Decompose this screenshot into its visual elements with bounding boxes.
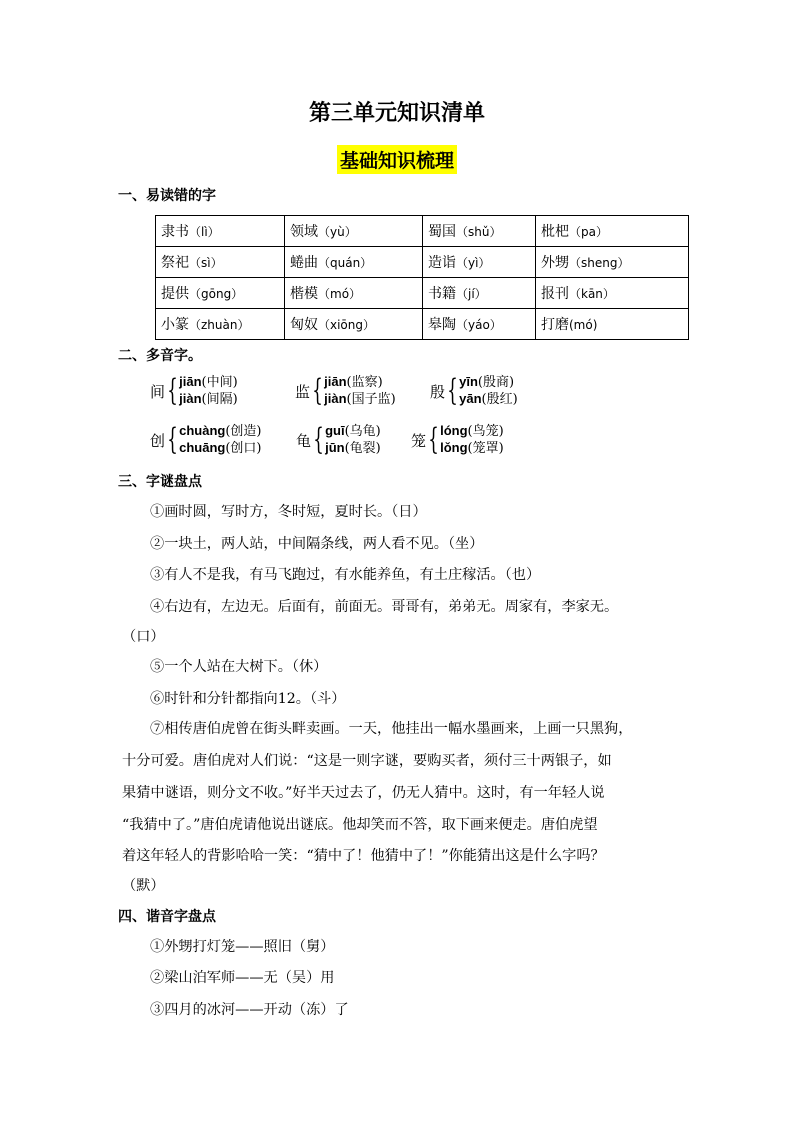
brace-icon: { (167, 422, 178, 457)
polyphone-char: 间 (150, 382, 166, 401)
misread-chars-table (155, 215, 689, 340)
polyphone-char: 龟 (296, 431, 312, 450)
polyphone-char: 创 (150, 431, 166, 450)
riddle-line: 着这年轻人的背影哈哈一笑：“猜中了！他猜中了！”你能猜出这是什么字吗？ (122, 848, 605, 864)
polyphone-char: 监 (295, 382, 311, 401)
brace-icon: { (313, 422, 324, 457)
table-cell: 楷模（mó） (285, 278, 423, 309)
riddle-line: 十分可爱。唐伯虎对人们说：“这是一则字谜，要购买者，须付三十两银子，如 (122, 753, 612, 769)
section-heading-homophones: 四、谐音字盘点 (118, 909, 216, 925)
homophone-line: ③四月的冰河——开动（冻）了 (150, 1002, 349, 1018)
table-cell: 书籍（jí） (423, 278, 536, 309)
section-heading-riddles: 三、字谜盘点 (118, 474, 202, 490)
table-cell: 领域（yù） (285, 216, 423, 247)
table-row (156, 247, 689, 278)
table-cell: 小篆（zhuàn） (156, 309, 285, 340)
polyphone-group: 监 { jiān(监察) jiàn(国子监) (295, 373, 396, 408)
table-cell: 报刊（kān） (536, 278, 689, 309)
brace-icon: { (312, 373, 323, 408)
polyphone-group: 间 { jiān(中间) jiàn(间隔) (150, 373, 238, 408)
subtitle-wrapper (0, 145, 794, 174)
table-cell: 造诣（yì） (423, 247, 536, 278)
riddle-line: ⑤一个人站在大树下。（休） (150, 659, 328, 675)
riddle-line: “我猜中了。”唐伯虎请他说出谜底。他却笑而不答，取下画来便走。唐伯虎望 (122, 817, 598, 833)
table-cell: 提供（gōng） (156, 278, 285, 309)
table-cell: 蜀国（shǔ） (423, 216, 536, 247)
table-cell: 蜷曲（quán） (285, 247, 423, 278)
table-row (156, 216, 689, 247)
polyphone-char: 殷 (430, 382, 446, 401)
homophone-line: ②梁山泊军师——无（吴）用 (150, 970, 335, 986)
polyphone-group: 创 { chuàng(创造) chuāng(创口) (150, 422, 262, 457)
riddle-line: ③有人不是我，有马飞跑过，有水能养鱼，有土庄稼活。（也） (150, 567, 541, 583)
polyphone-group: 殷 { yīn(殷商) yān(殷红) (430, 373, 518, 408)
riddle-line: （口） (122, 629, 165, 645)
table-row (156, 278, 689, 309)
riddle-line: ②一块土，两人站，中间隔条线，两人看不见。（坐） (150, 536, 484, 552)
brace-icon: { (428, 422, 439, 457)
brace-icon: { (447, 373, 458, 408)
riddle-line: 果猜中谜语，则分文不收。”好半天过去了，仍无人猜中。这时，有一年轻人说 (122, 785, 605, 801)
polyphone-char: 笼 (411, 431, 427, 450)
polyphone-group: 笼 { lóng(鸟笼) lǒng(笼罩) (411, 422, 504, 457)
table-row (156, 309, 689, 340)
riddle-line: ⑥时针和分针都指向12。（斗） (150, 691, 346, 707)
table-cell: 皋陶（yáo） (423, 309, 536, 340)
section-heading-misread-chars: 一、易读错的字 (118, 188, 216, 204)
page-title: 第三单元知识清单 (308, 101, 485, 126)
table-cell: 匈奴（xiōng） (285, 309, 423, 340)
table-cell: 祭祀（sì） (156, 247, 285, 278)
table-cell: 外甥（sheng） (536, 247, 689, 278)
riddle-line: ④右边有，左边无。后面有，前面无。哥哥有，弟弟无。周家有，李家无。 (150, 599, 619, 615)
table-cell: 打磨(mó) (536, 309, 689, 340)
subtitle-highlighted: 基础知识梳理 (337, 145, 457, 174)
riddle-line: ①画时圆，写时方，冬时短，夏时长。（日） (150, 504, 427, 520)
section-heading-polyphones: 二、多音字。 (118, 348, 202, 364)
table-cell: 隶书（lì） (156, 216, 285, 247)
riddle-line: （默） (122, 878, 165, 894)
brace-icon: { (167, 373, 178, 408)
riddle-line: ⑦相传唐伯虎曾在街头畔卖画。一天，他挂出一幅水墨画来，上画一只黑狗， (150, 721, 633, 737)
homophone-line: ①外甥打灯笼——照旧（舅） (150, 939, 335, 955)
polyphone-group: 龟 { guī(乌龟) jūn(龟裂) (296, 422, 381, 457)
table-cell: 枇杷（pa） (536, 216, 689, 247)
